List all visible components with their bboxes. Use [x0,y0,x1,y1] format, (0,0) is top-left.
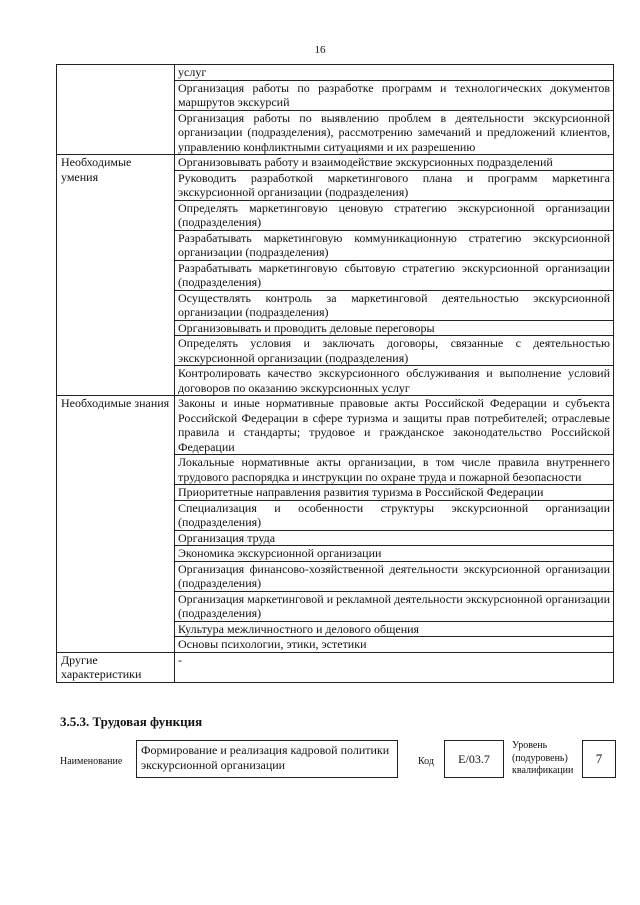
knowledge-item: Организация маркетинговой и рекламной деятельности экскурсионной организации (подразделения) [175,591,614,621]
skill-item: Контролировать качество экскурсионного обслуживания и выполнение условий договоров по оказанию экскурсионных услуг [175,366,614,396]
knowledge-label: Необходимые знания [57,396,175,653]
page-number: 16 [314,44,326,56]
other-value: - [175,652,614,682]
name-label: Наименование [60,756,123,767]
skill-item: Осуществлять контроль за маркетинговой деятельностью экскурсионной организации (подразделения) [175,290,614,320]
skills-label: Необходимые умения [57,155,175,396]
knowledge-item: Организация финансово-хозяйственной деятельности экскурсионной организации (подразделения) [175,561,614,591]
requirements-table [56,64,614,683]
continuation-item: услуг [175,65,614,81]
qualification-level-label: Уровень (подуровень) квалификации [512,740,574,776]
knowledge-item: Организация труда [175,530,614,546]
knowledge-item: Культура межличностного и делового общения [175,621,614,637]
skill-item: Определять маркетинговую ценовую стратегию экскурсионной организации (подразделения) [175,200,614,230]
skill-item: Организовывать работу и взаимодействие экскурсионных подразделений [175,155,614,171]
skill-item: Разрабатывать маркетинговую коммуникационную стратегию экскурсионной организации (подразделения) [175,230,614,260]
skill-item: Руководить разработкой маркетингового плана и программ маркетинга экскурсионной организации (подразделения) [175,170,614,200]
table-row [57,396,614,455]
labor-function-header [60,740,616,800]
continuation-label-cell [57,65,175,155]
continuation-item: Организация работы по разработке программ и технологических документов маршрутов экскурсий [175,80,614,110]
knowledge-item: Специализация и особенности структуры экскурсионной организации (подразделения) [175,500,614,530]
table-row [57,155,614,171]
continuation-item: Организация работы по выявлению проблем в деятельности экскурсионной организации (подразделения), рассмотрению замечаний и предложений клиентов, управлению конфликтными ситуациями и их разрешению [175,110,614,155]
skill-item: Разрабатывать маркетинговую сбытовую стратегию экскурсионной организации (подразделения) [175,260,614,290]
section-heading: 3.5.3. Трудовая функция [60,714,203,729]
knowledge-item: Экономика экскурсионной организации [175,546,614,562]
code-label: Код [418,756,434,767]
skill-item: Определять условия и заключать договоры, связанные с деятельностью экскурсионной организации (подразделения) [175,336,614,366]
knowledge-item: Локальные нормативные акты организации, в том числе правила внутреннего трудового распорядка и инструкции по охране труда и пожарной безопасности [175,455,614,485]
knowledge-item: Законы и иные нормативные правовые акты Российской Федерации и субъекта Российской Федерации в сфере туризма и защиты прав потребителей; отраслевые правила и стандарты; трудовое и гражданское законодательство Российской Федерации [175,396,614,455]
function-name-box: Формирование и реализация кадровой политики экскурсионной организации [136,740,398,778]
table-row [57,652,614,682]
knowledge-item: Приоритетные направления развития туризма в Российской Федерации [175,485,614,501]
skill-item: Организовывать и проводить деловые переговоры [175,320,614,336]
knowledge-item: Основы психологии, этики, эстетики [175,637,614,653]
table-row [57,65,614,81]
qualification-level-box: 7 [582,740,616,778]
function-code-box: E/03.7 [444,740,504,778]
other-label: Другие характеристики [57,652,175,682]
